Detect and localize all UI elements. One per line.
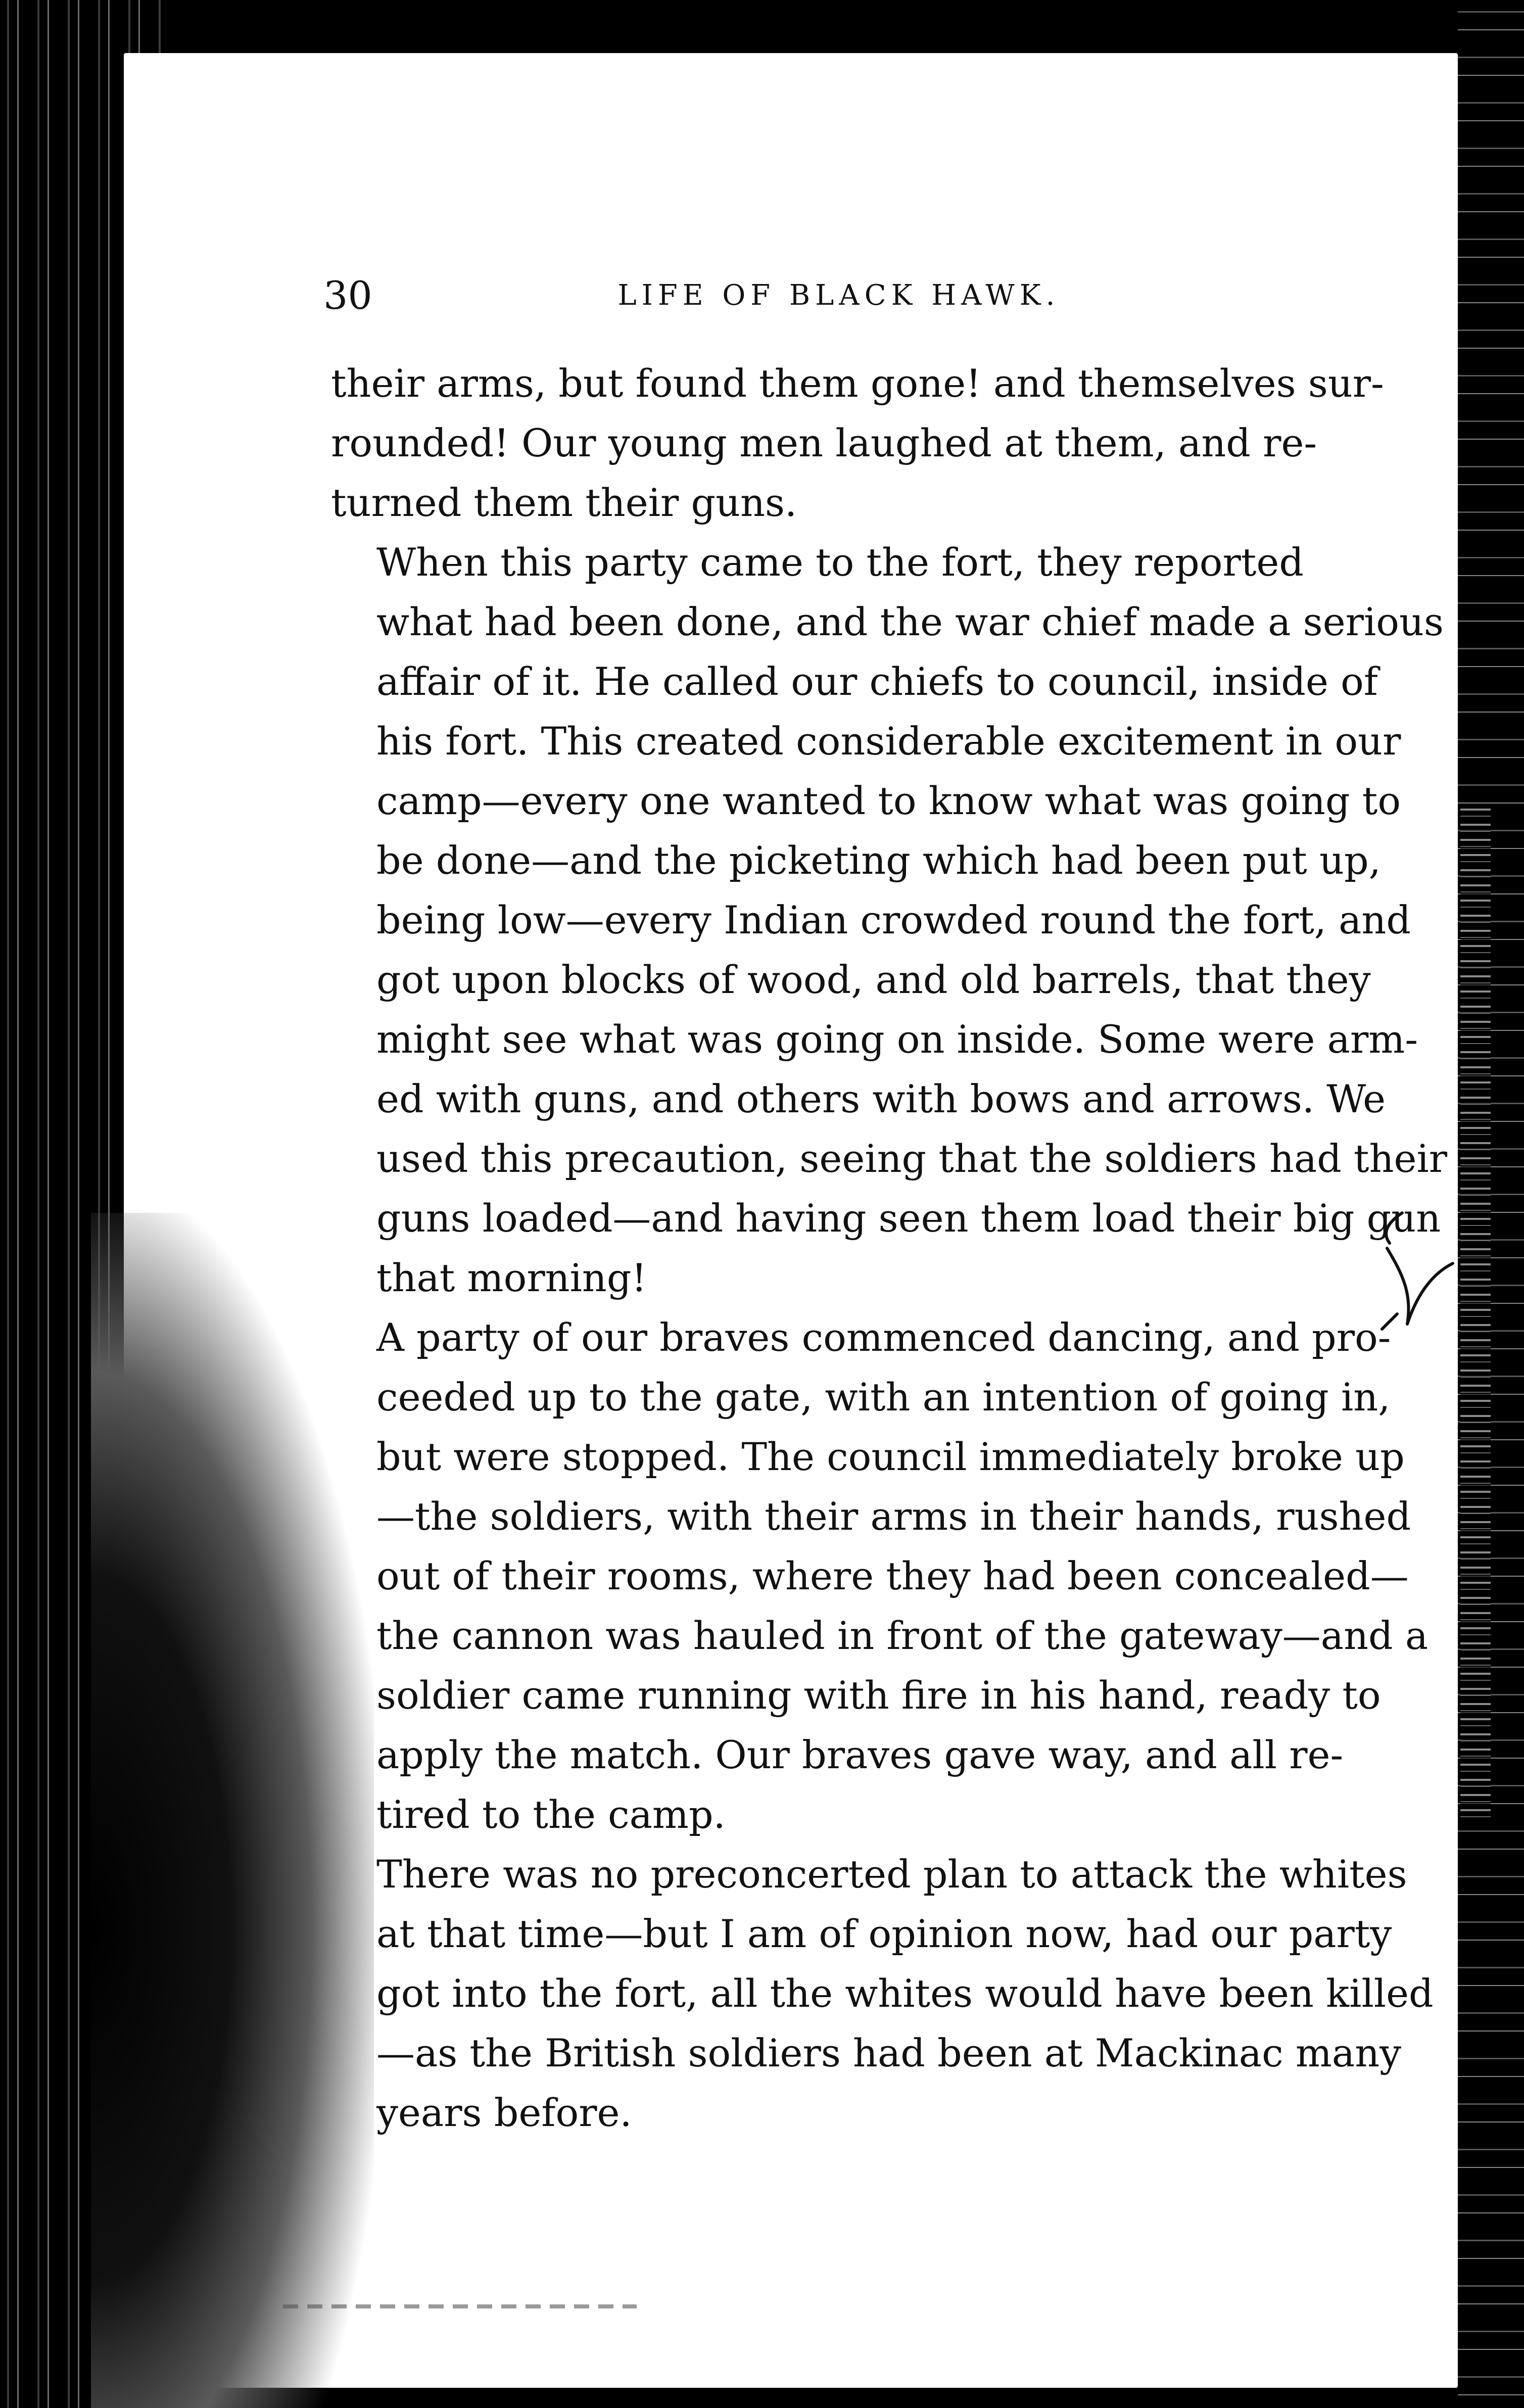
- scan-smudge: [283, 2304, 637, 2308]
- text-line: but were stopped. The council immediately broke up: [376, 1434, 1405, 1479]
- running-head: LIFE OF BLACK HAWK.: [617, 279, 1060, 312]
- text-line: used this precaution, seeing that the soldiers had their: [376, 1136, 1448, 1181]
- handwritten-mark-icon: [1367, 1203, 1458, 1344]
- text-line: be done—and the picketing which had been put up,: [376, 838, 1381, 883]
- text-line: got into the fort, all the whites would have been killed: [376, 1971, 1434, 2016]
- paragraph: [331, 533, 1448, 1308]
- text-line: guns loaded—and having seen them load their big gun: [376, 1196, 1441, 1241]
- body-text: [331, 354, 1448, 2143]
- page-number: 30: [323, 273, 372, 318]
- page-header: [323, 268, 1354, 323]
- text-line: being low—every Indian crowded round the fort, and: [376, 898, 1411, 942]
- text-line: might see what was going on inside. Some were arm-: [376, 1017, 1418, 1062]
- text-line: ed with guns, and others with bows and arrows. We: [376, 1076, 1386, 1121]
- text-line: at that time—but I am of opinion now, had our party: [376, 1911, 1392, 1956]
- text-line: A party of our braves commenced dancing, and pro-: [376, 1315, 1391, 1360]
- text-line: When this party came to the fort, they reported: [376, 540, 1304, 585]
- text-line: —as the British soldiers had been at Mackinac many: [376, 2031, 1402, 2075]
- text-line: got upon blocks of wood, and old barrels, that they: [376, 957, 1371, 1002]
- text-line: —the soldiers, with their arms in their hands, rushed: [376, 1494, 1411, 1539]
- text-line: his fort. This created considerable excitement in our: [376, 719, 1401, 764]
- text-line: the cannon was hauled in front of the gateway—and a: [376, 1613, 1428, 1658]
- paragraph: [331, 354, 1384, 533]
- paragraph: [331, 1845, 1434, 2143]
- text-line: tired to the camp.: [376, 1792, 726, 1837]
- text-line: out of their rooms, where they had been concealed—: [376, 1553, 1409, 1598]
- text-line: soldier came running with fire in his hand, ready to: [376, 1673, 1381, 1718]
- text-line: affair of it. He called our chiefs to council, inside of: [376, 659, 1378, 704]
- text-line: camp—every one wanted to know what was going to: [376, 778, 1401, 823]
- text-line: what had been done, and the war chief made a serious: [376, 599, 1444, 644]
- text-line: rounded! Our young men laughed at them, and re-: [331, 420, 1317, 465]
- text-line: that morning!: [376, 1255, 647, 1300]
- text-line: apply the match. Our braves gave way, and all re-: [376, 1732, 1344, 1777]
- paragraph: [331, 1308, 1428, 1845]
- text-line: years before.: [376, 2090, 632, 2135]
- scan-speckle: [1460, 809, 1491, 1819]
- text-line: There was no preconcerted plan to attack the whites: [376, 1852, 1407, 1897]
- text-line: turned them their guns.: [331, 480, 797, 525]
- text-line: their arms, but found them gone! and themselves sur-: [331, 361, 1384, 406]
- text-line: ceeded up to the gate, with an intention of going in,: [376, 1375, 1391, 1420]
